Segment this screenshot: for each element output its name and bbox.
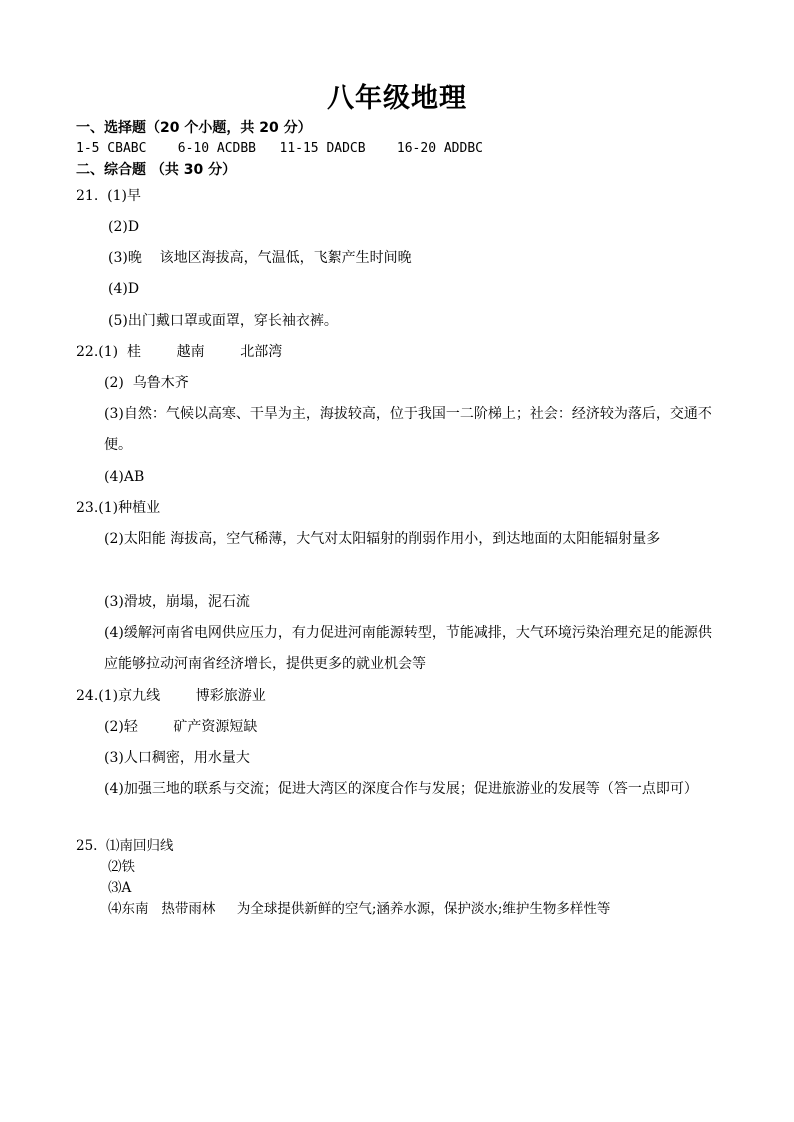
q21-answer-5: (5)出门戴口罩或面罩，穿长袖衣裤。: [108, 313, 338, 329]
q21-answer-1: 21. (1)早: [76, 188, 141, 204]
section2-heading: 二、综合题 （共 30 分）: [76, 162, 237, 178]
q25-answer-3: ⑶A: [108, 880, 132, 896]
q23-answer-1: 23.(1)种植业: [76, 500, 161, 516]
q25-answer-1: 25. ⑴南回归线: [76, 838, 174, 854]
q24-answer-1: 24.(1)京九线 博彩旅游业: [76, 688, 266, 704]
q22-answer-1: 22.(1) 桂 越南 北部湾: [76, 344, 283, 360]
q24-answer-3: (3)人口稠密，用水量大: [104, 750, 250, 766]
q25-answer-2: ⑵铁: [108, 859, 135, 875]
q21-answer-4: (4)D: [108, 281, 140, 297]
q22-answer-4: (4)AB: [104, 469, 145, 485]
page-title: 八年级地理: [327, 83, 467, 114]
q21-answer-2: (2)D: [108, 219, 140, 235]
q23-answer-3: (3)滑坡，崩塌，泥石流: [104, 594, 250, 610]
multiple-choice-answers: 1-5 CBABC 6-10 ACDBB 11-15 DADCB 16-20 ADDBC: [76, 141, 483, 156]
q24-answer-2: (2)轻 矿产资源短缺: [104, 719, 258, 735]
q22-answer-3: (3)自然：气候以高寒、干旱为主，海拔较高，位于我国一二阶梯上；社会：经济较为落后，交通不便。: [104, 406, 712, 453]
q23-answer-4: (4)缓解河南省电网供应压力，有力促进河南能源转型，节能减排，大气环境污染治理充足的能源供应能够拉动河南省经济增长，提供更多的就业机会等: [104, 625, 712, 672]
q24-answer-4: (4)加强三地的联系与交流；促进大湾区的深度合作与发展；促进旅游业的发展等（答一点即可）: [104, 781, 698, 797]
q25-answer-4: ⑷东南 热带雨林 为全球提供新鲜的空气;涵养水源，保护淡水;维护生物多样性等: [108, 901, 611, 917]
section1-heading: 一、选择题（20 个小题，共 20 分）: [76, 120, 312, 136]
q22-answer-2: (2) 乌鲁木齐: [104, 375, 189, 391]
q21-answer-3: (3)晚 该地区海拔高，气温低，飞絮产生时间晚: [108, 250, 412, 266]
q23-answer-2: (2)太阳能 海拔高，空气稀薄，大气对太阳辐射的削弱作用小，到达地面的太阳能辐射量多: [104, 531, 661, 547]
